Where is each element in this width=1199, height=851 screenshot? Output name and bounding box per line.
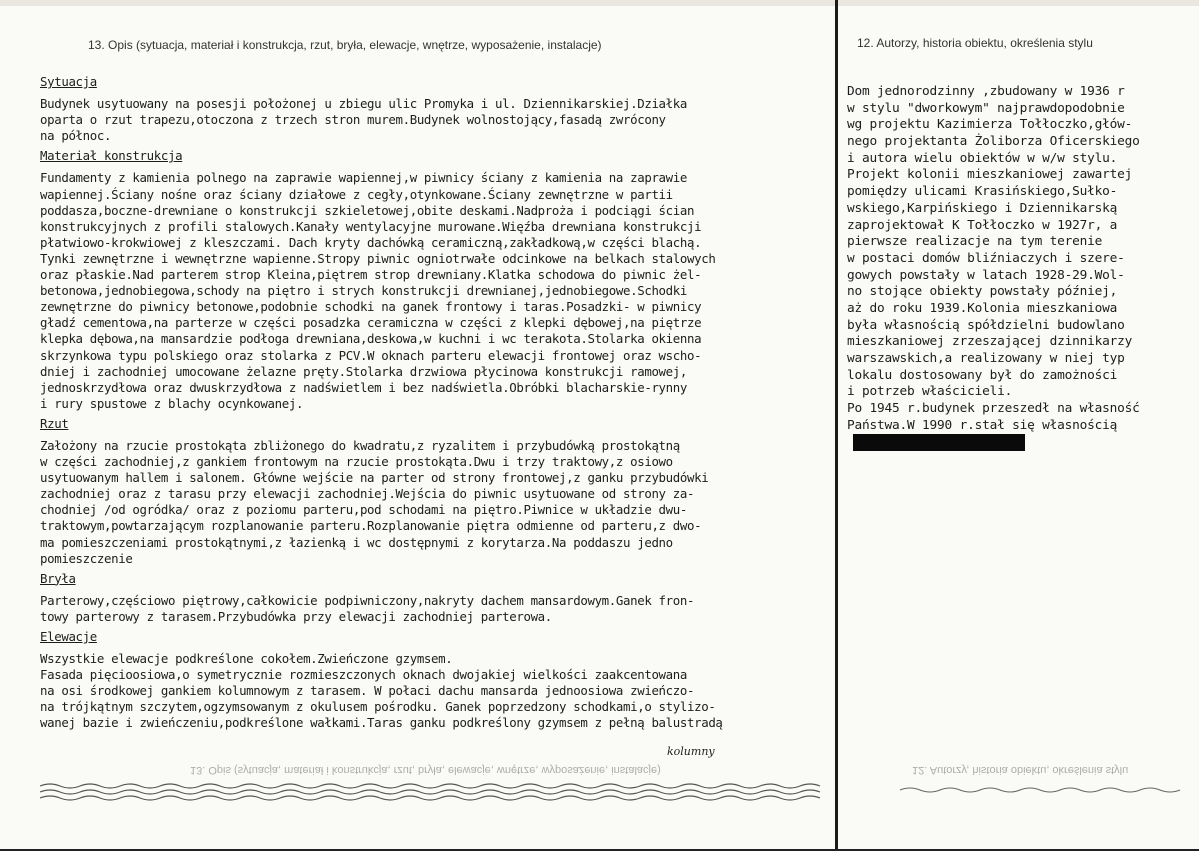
description-line: Wszystkie elewacje podkreślone cokołem.Zwieńczone gzymsem. bbox=[40, 651, 453, 667]
description-line: jednoskrzydłowa oraz dwuskrzydłowa z nadświetlem i bez nadświetla.Obróbki blacharskie-rynny bbox=[40, 379, 687, 395]
history-line: zaprojektował K Tołłoczko w 1927r, a bbox=[847, 217, 1118, 233]
section-heading: Sytuacja bbox=[40, 74, 97, 89]
history-line: w postaci domów bliźniaczych i szere- bbox=[847, 250, 1125, 266]
history-line: aż do roku 1939.Kolonia mieszkaniowa bbox=[847, 300, 1118, 316]
column-divider bbox=[835, 0, 838, 851]
description-line: Budynek usytuowany na posesji położonej u zbiegu ulic Promyka i ul. Dziennikarskiej.Działka bbox=[40, 96, 687, 112]
description-line: Parterowy,częściowo piętrowy,całkowicie podpiwniczony,nakryty dachem mansardowym.Ganek fron- bbox=[40, 592, 695, 608]
redacted-line bbox=[847, 434, 1192, 451]
description-line: Założony na rzucie prostokąta zbliżonego do kwadratu,z ryzalitem i przybudówką prostokątną bbox=[40, 437, 680, 453]
history-line: wg projektu Kazimierza Tołłoczko,głów- bbox=[847, 117, 1133, 133]
handwritten-annotation: kolumny bbox=[667, 745, 715, 758]
redaction-block bbox=[853, 434, 1025, 451]
description-line: traktowym,powtarzającym rozplanowanie parteru.Rozplanowanie piętra odmienne od parteru,z dwo- bbox=[40, 518, 702, 534]
description-line: i rury spustowe z blachy ocynkowanej. bbox=[40, 395, 304, 411]
description-line: konstrukcyjnych z profili stalowych.Kanały wentylacyjne murowane.Więźba drewniana konstrukcji bbox=[40, 218, 702, 234]
history-line: no stojące obiekty powstały później, bbox=[847, 284, 1118, 300]
section-heading: Rzut bbox=[40, 415, 69, 431]
description-line: płatwiowo-krokwiowej z kleszczami. Dach kryty dachówką ceramiczną,zakładkową,w części blachą. bbox=[40, 234, 702, 250]
description-line: w części zachodniej,z gankiem frontowym na rzucie prostokąta.Dwu i trzy traktowy,z osiowo bbox=[40, 454, 673, 470]
description-line: pomieszczenie bbox=[40, 550, 133, 566]
description-line: towy parterowy z tarasem.Przybudówka przy elewacji zachodniej parterowa. bbox=[40, 608, 552, 624]
description-line: na trójkątnym szczytem,ogzymsowanym z okulusem pośrodku. Ganek poprzedzony schodkami,o stylizo- bbox=[40, 699, 716, 715]
history-line: Projekt kolonii mieszkaniowej zawartej bbox=[847, 167, 1133, 183]
section-heading: Elewacje bbox=[40, 629, 97, 644]
description-line: na północ. bbox=[40, 128, 112, 144]
history-line: warszawskich,a realizowany w niej typ bbox=[847, 351, 1125, 366]
description-line: na osi środkowej gankiem kolumnowym z tarasem. W połaci dachu mansarda jednoosiowa zwieńczo- bbox=[40, 683, 695, 699]
description-line: Fundamenty z kamienia polnego na zaprawie wapiennej,w piwnicy ściany z kamienia na zaprawie bbox=[40, 170, 687, 186]
description-line: chodniej /od ogródka/ oraz z poziomu parteru,pod schodami na piętro.Piwnice w układzie dwu- bbox=[40, 502, 687, 518]
history-line: pierwsze realizacje na tym terenie bbox=[847, 234, 1103, 250]
history-line: nego projektanta Żoliborza Oficerskiego bbox=[847, 134, 1140, 150]
section-heading: Bryła bbox=[40, 570, 76, 586]
history-line: pomiędzy ulicami Krasińskiego,Sułko- bbox=[847, 184, 1118, 200]
description-line: gładź cementowa,na parterze w części posadzka ceramiczna w części z klepki dębowej,na piętrze bbox=[40, 315, 702, 331]
history-line: i autora wielu obiektów w w/w stylu. bbox=[847, 150, 1118, 166]
description-line: usytuowanym hallem i salonem. Główne wejście na parter od strony frontowej,z ganku przybudówki bbox=[40, 470, 709, 486]
history-column bbox=[847, 84, 1192, 451]
history-line: w stylu "dworkowym" najprawdopodobnie bbox=[847, 100, 1125, 116]
history-line: gowych powstały w latach 1928-29.Wol- bbox=[847, 267, 1125, 283]
description-column bbox=[40, 74, 840, 732]
description-line: Tynki zewnętrzne i wewnętrzne wapienne.Stropy piwnic ogniotrwałe odcinkowe na belkach stalowych bbox=[40, 250, 716, 266]
description-line: ma pomieszczeniami prostokątnymi,z łazienką i wc dostępnymi z korytarza.Na poddaszu jedno bbox=[40, 534, 673, 550]
description-line: zachodniej oraz z tarasu przy elewacji zachodniej.Wejścia do piwnic usytuowane od strony za- bbox=[40, 486, 695, 502]
right-column-header: 12. Autorzy, historia obiektu, określenia stylu bbox=[857, 36, 1093, 50]
description-line: skrzynkowa typu polskiego oraz stolarka z PCV.W oknach parteru elewacji frontowej oraz wscho- bbox=[40, 347, 702, 363]
section-heading: Materiał konstrukcja bbox=[40, 148, 183, 164]
description-line: oparta o rzut trapezu,otoczona z trzech stron murem.Budynek wolnostojący,fasadą zwrócony bbox=[40, 112, 666, 128]
history-line: Po 1945 r.budynek przeszedł na własność bbox=[847, 401, 1140, 417]
description-line: poddasza,boczne-drewniane o konstrukcji szkieletowej,obite deskami.Nadproża i podciągi ścian bbox=[40, 202, 695, 218]
history-line: Państwa.W 1990 r.stał się własnością bbox=[847, 417, 1118, 433]
scan-top-edge bbox=[0, 0, 1199, 6]
description-line: dniej i zachodniej umocowane żelazne pręty.Stolarka drzwiowa płycinowa konstrukcji ramowej, bbox=[40, 363, 687, 379]
description-line: wanej bazie i zwieńczeniu,podkreślone wałkami.Taras ganku podkreślony gzymsem z pełną balustradą bbox=[40, 715, 723, 731]
description-line: Fasada pięcioosiowa,o symetrycznie rozmieszczonych oknach dwojakiej wielkości zaakcentowana bbox=[40, 667, 687, 683]
description-line: zewnętrzne do piwnicy betonowe,podobnie schodki na ganek frontowy i taras.Posadzki- w piwnicy bbox=[40, 299, 702, 315]
history-line: wskiego,Karpińskiego i Dziennikarską bbox=[847, 200, 1118, 216]
bleed-through-right-header: 12. Autorzy, historia obiektu, określenia stylu bbox=[912, 764, 1129, 776]
history-line: mieszkaniowej zrzeszającej dzinnikarzy bbox=[847, 334, 1133, 350]
description-line: wapiennej.Ściany nośne oraz ściany działowe z cegły,otynkowane.Ściany zewnętrzne w partii bbox=[40, 186, 673, 202]
history-line: i potrzeb właścicieli. bbox=[847, 384, 1013, 400]
description-line: oraz płaskie.Nad parterem strop Kleina,piętrem strop drewniany.Klatka schodowa do piwnic żel- bbox=[40, 267, 702, 283]
bleed-through-left-header: 13. Opis (sytuacja, materiał i konstrukcja, rzut, bryła, elewacje, wnętrze, wyposażenie, instalacje) bbox=[190, 764, 661, 776]
history-line: Dom jednorodzinny ,zbudowany w 1936 r bbox=[847, 84, 1125, 99]
history-line: była własnością spółdzielni budowlano bbox=[847, 317, 1125, 333]
description-line: klepka dębowa,na mansardzie podłoga drewniana,deskowa,w kuchni i wc terakota.Stolarka okienna bbox=[40, 331, 702, 347]
description-line: betonowa,jednobiegowa,schody na piętro i strych konstrukcji drewnianej,jednobiegowe.Schodki bbox=[40, 283, 687, 299]
wavy-printed-border bbox=[40, 780, 1190, 802]
left-column-header: 13. Opis (sytuacja, materiał i konstrukcja, rzut, bryła, elewacje, wnętrze, wyposażenie, instalacje) bbox=[88, 38, 602, 52]
history-line: lokalu dostosowany był do zamożności bbox=[847, 367, 1118, 383]
